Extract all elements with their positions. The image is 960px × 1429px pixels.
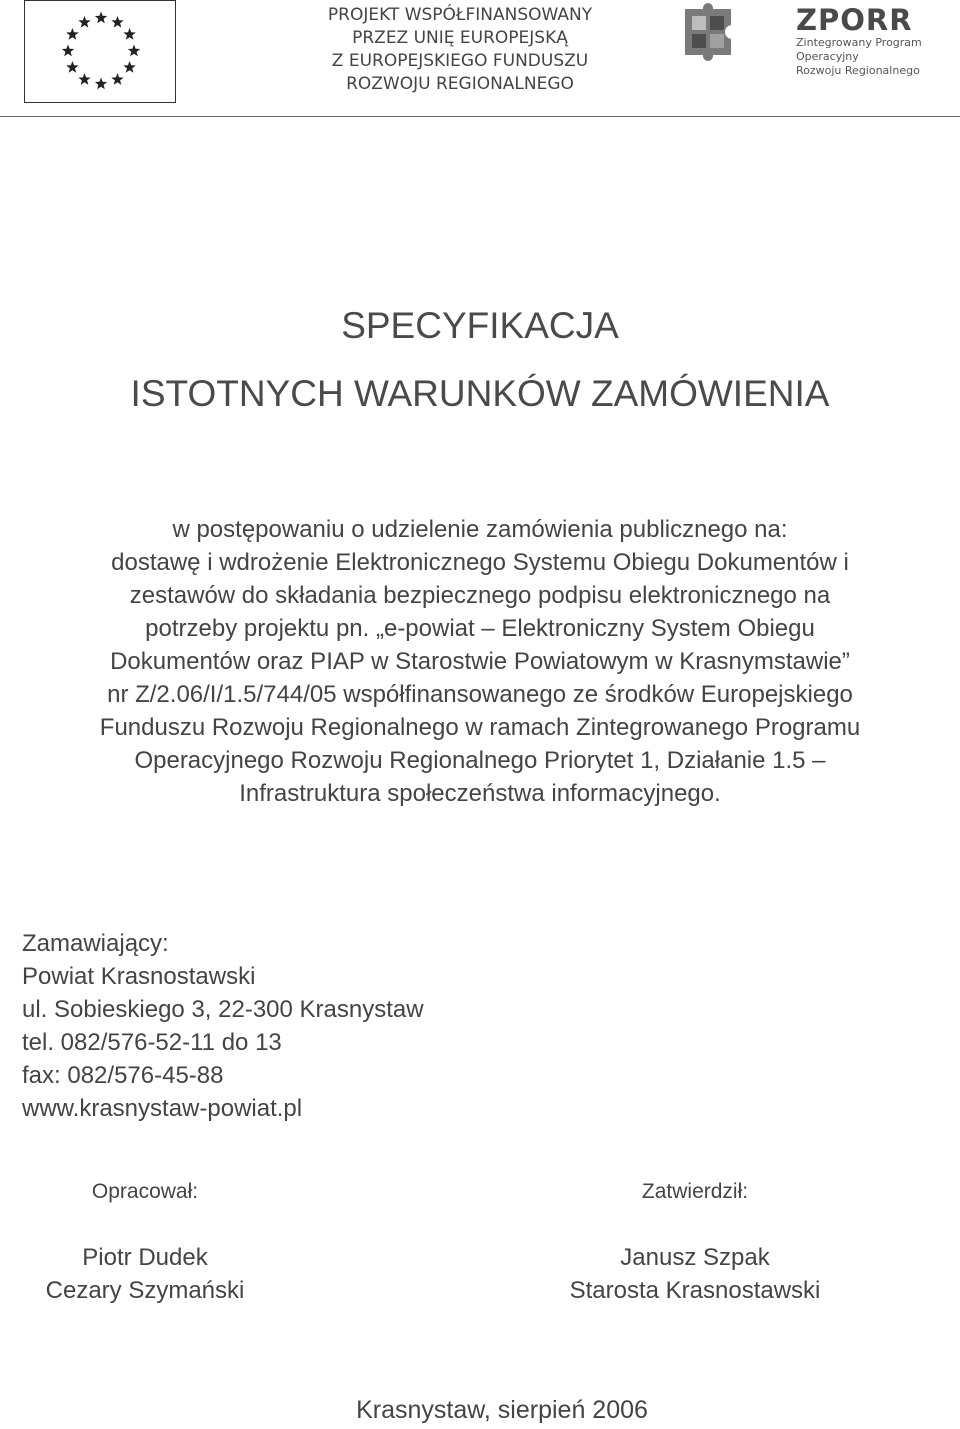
eu-star-icon <box>95 12 107 24</box>
header-divider <box>0 116 960 117</box>
document-title: SPECYFIKACJA <box>341 305 619 346</box>
document-header <box>0 0 960 118</box>
description-line: nr Z/2.06/I/1.5/744/05 współfinansowanego ze środków Europejskiego <box>107 681 853 708</box>
description-line: Dokumentów oraz PIAP w Starostwie Powiatowym w Krasnymstawie” <box>110 648 850 675</box>
prepared-by-caption: Opracował: <box>91 1180 199 1203</box>
eu-star-icon <box>123 28 135 40</box>
contractor-fax: fax: 082/576-45-88 <box>22 1062 224 1089</box>
zporr-subtitle-line: Operacyjny <box>796 50 859 63</box>
eu-star-icon <box>111 16 123 28</box>
eu-star-icon <box>111 73 123 85</box>
approver-title: Starosta Krasnostawski <box>569 1277 821 1304</box>
approver-name: Janusz Szpak <box>620 1244 770 1271</box>
description-line: zestawów do składania bezpiecznego podpisu elektronicznego na <box>129 582 831 609</box>
eu-star-icon <box>95 78 107 90</box>
eu-star-icon <box>78 73 90 85</box>
document-subtitle: ISTOTNYCH WARUNKÓW ZAMÓWIENIA <box>130 373 830 414</box>
zporr-subtitle-line: Rozwoju Regionalnego <box>796 64 920 77</box>
eu-star-icon <box>66 28 78 40</box>
zporr-title: ZPORR <box>796 3 913 37</box>
eu-star-icon <box>123 61 135 73</box>
description-line: Infrastruktura społeczeństwa informacyjnego. <box>239 780 721 807</box>
project-line: Z EUROPEJSKIEGO FUNDUSZU <box>331 51 589 71</box>
zporr-puzzle-icon <box>682 0 742 64</box>
zporr-logo <box>796 4 922 78</box>
preparer-name: Cezary Szymański <box>45 1277 245 1304</box>
project-line: PRZEZ UNIĘ EUROPEJSKĄ <box>352 28 568 48</box>
zporr-subtitle-line: Zintegrowany Program <box>796 36 922 49</box>
approved-by-caption: Zatwierdził: <box>641 1180 749 1203</box>
eu-star-icon <box>62 45 74 57</box>
eu-star-icon <box>128 45 140 57</box>
place-and-date: Krasnystaw, sierpień 2006 <box>356 1396 648 1424</box>
contractor-address: ul. Sobieskiego 3, 22-300 Krasnystaw <box>22 996 424 1023</box>
description-line: dostawę i wdrożenie Elektronicznego Systemu Obiegu Dokumentów i <box>111 549 849 576</box>
preparer-name: Piotr Dudek <box>82 1244 208 1271</box>
project-cofinancing-note <box>300 4 620 96</box>
contractor-website: www.krasnystaw-powiat.pl <box>22 1095 303 1122</box>
eu-star-icon <box>78 16 90 28</box>
procurement-description <box>20 513 940 810</box>
prepared-by-block <box>20 1180 270 1307</box>
description-line: Operacyjnego Rozwoju Regionalnego Priorytet 1, Działanie 1.5 – <box>134 747 826 774</box>
approved-by-block <box>540 1180 850 1307</box>
project-line: ROZWOJU REGIONALNEGO <box>346 74 574 94</box>
contractor-block <box>22 927 424 1125</box>
description-line: Funduszu Rozwoju Regionalnego w ramach Zintegrowanego Programu <box>99 714 861 741</box>
contractor-name: Powiat Krasnostawski <box>22 963 256 990</box>
contractor-phone: tel. 082/576-52-11 do 13 <box>22 1029 282 1056</box>
description-line: potrzeby projektu pn. „e-powiat – Elektroniczny System Obiegu <box>145 615 815 642</box>
description-line: w postępowaniu o udzielenie zamówienia publicznego na: <box>172 516 788 543</box>
eu-star-icon <box>66 61 78 73</box>
contractor-label: Zamawiający: <box>22 930 169 957</box>
project-line: PROJEKT WSPÓŁFINANSOWANY <box>327 5 593 25</box>
eu-flag-icon <box>24 0 176 103</box>
